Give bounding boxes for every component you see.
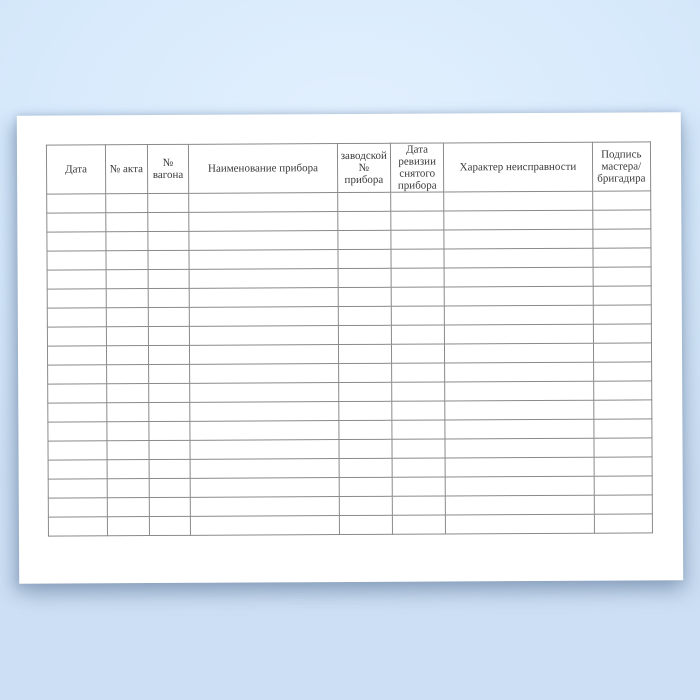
table-row (48, 514, 652, 536)
empty-cell (148, 402, 190, 421)
column-header-signature: Подпись мастера/ бригадира (592, 142, 651, 191)
paper-sheet (17, 112, 683, 583)
empty-cell (338, 306, 391, 325)
empty-cell (392, 401, 445, 420)
empty-cell (189, 231, 337, 251)
empty-cell (106, 232, 148, 251)
empty-cell (190, 364, 338, 384)
empty-cell (339, 496, 392, 515)
empty-cell (107, 498, 149, 517)
empty-cell (148, 326, 190, 345)
empty-cell (391, 287, 444, 306)
empty-cell (106, 346, 148, 365)
empty-cell (392, 420, 445, 439)
empty-cell (391, 211, 444, 230)
empty-cell (338, 382, 391, 401)
empty-cell (107, 384, 149, 403)
empty-cell (106, 251, 148, 270)
empty-cell (191, 516, 339, 536)
empty-cell (148, 383, 190, 402)
empty-cell (392, 496, 445, 515)
empty-cell (148, 364, 190, 383)
empty-cell (593, 381, 652, 400)
empty-cell (445, 438, 593, 458)
empty-cell (392, 458, 445, 477)
empty-cell (107, 517, 149, 536)
empty-cell (148, 307, 190, 326)
empty-cell (445, 476, 593, 496)
empty-cell (47, 327, 106, 346)
empty-cell (391, 344, 444, 363)
empty-cell (338, 363, 391, 382)
empty-cell (148, 421, 190, 440)
empty-cell (48, 460, 107, 479)
empty-cell (149, 459, 191, 478)
empty-cell (446, 495, 594, 515)
empty-cell (48, 365, 107, 384)
empty-cell (391, 230, 444, 249)
empty-cell (339, 439, 392, 458)
empty-cell (444, 267, 592, 287)
empty-cell (48, 403, 107, 422)
empty-cell (594, 438, 653, 457)
empty-cell (392, 382, 445, 401)
empty-cell (47, 308, 106, 327)
empty-cell (190, 478, 338, 498)
empty-cell (48, 422, 107, 441)
empty-cell (148, 269, 190, 288)
empty-cell (149, 497, 191, 516)
empty-cell (446, 514, 594, 534)
empty-cell (48, 517, 107, 536)
empty-cell (338, 420, 391, 439)
empty-cell (594, 476, 653, 495)
empty-cell (444, 286, 592, 306)
empty-cell (48, 384, 107, 403)
empty-cell (47, 232, 106, 251)
empty-cell (593, 286, 652, 305)
empty-cell (391, 306, 444, 325)
empty-cell (391, 249, 444, 268)
empty-cell (593, 305, 652, 324)
empty-cell (593, 267, 652, 286)
empty-cell (338, 287, 391, 306)
empty-cell (391, 192, 444, 211)
empty-cell (189, 269, 337, 289)
empty-cell (445, 362, 593, 382)
empty-cell (147, 193, 189, 212)
empty-cell (594, 457, 653, 476)
empty-cell (189, 212, 337, 232)
empty-cell (444, 248, 592, 268)
empty-cell (445, 419, 593, 439)
empty-cell (594, 495, 653, 514)
column-header-act-number: № акта (105, 145, 147, 194)
empty-cell (592, 210, 651, 229)
empty-cell (190, 345, 338, 365)
empty-cell (47, 289, 106, 308)
empty-cell (337, 192, 390, 211)
empty-cell (593, 324, 652, 343)
empty-cell (106, 289, 148, 308)
empty-cell (107, 441, 149, 460)
empty-cell (190, 402, 338, 422)
empty-cell (48, 479, 107, 498)
column-header-wagon-number: № вагона (147, 144, 189, 193)
column-header-factory-number: заводской № прибора (337, 143, 391, 192)
empty-cell (48, 441, 107, 460)
empty-cell (107, 403, 149, 422)
empty-cell (338, 268, 391, 287)
empty-cell (189, 288, 337, 308)
table-body (47, 191, 653, 536)
empty-cell (338, 325, 391, 344)
empty-cell (149, 440, 191, 459)
empty-cell (47, 251, 106, 270)
empty-cell (106, 327, 148, 346)
empty-cell (445, 343, 593, 363)
empty-cell (106, 270, 148, 289)
empty-cell (107, 479, 149, 498)
empty-cell (47, 213, 106, 232)
empty-cell (148, 250, 190, 269)
empty-cell (47, 194, 106, 213)
empty-cell (445, 457, 593, 477)
empty-cell (594, 514, 653, 533)
journal-table (46, 141, 653, 536)
empty-cell (47, 270, 106, 289)
empty-cell (593, 248, 652, 267)
empty-cell (107, 422, 149, 441)
empty-cell (147, 212, 189, 231)
empty-cell (337, 211, 390, 230)
empty-cell (338, 344, 391, 363)
empty-cell (392, 439, 445, 458)
empty-cell (593, 419, 652, 438)
empty-cell (106, 213, 148, 232)
empty-cell (391, 325, 444, 344)
empty-cell (339, 477, 392, 496)
empty-cell (47, 346, 106, 365)
empty-cell (190, 421, 338, 441)
empty-cell (190, 326, 338, 346)
empty-cell (189, 193, 337, 213)
empty-cell (339, 458, 392, 477)
empty-cell (147, 231, 189, 250)
column-header-malfunction: Характер неисправности (444, 142, 593, 192)
empty-cell (190, 307, 338, 327)
empty-cell (392, 363, 445, 382)
empty-cell (338, 401, 391, 420)
empty-cell (107, 365, 149, 384)
empty-cell (592, 229, 651, 248)
empty-cell (444, 210, 592, 230)
empty-cell (149, 516, 191, 535)
empty-cell (339, 515, 392, 534)
empty-cell (191, 497, 339, 517)
empty-cell (444, 229, 592, 249)
empty-cell (445, 400, 593, 420)
empty-cell (391, 268, 444, 287)
empty-cell (593, 362, 652, 381)
header-row (46, 142, 650, 194)
column-header-date: Дата (46, 145, 105, 194)
empty-cell (445, 305, 593, 325)
empty-cell (592, 191, 651, 210)
empty-cell (106, 308, 148, 327)
empty-cell (593, 400, 652, 419)
empty-cell (593, 343, 652, 362)
empty-cell (392, 515, 445, 534)
empty-cell (444, 191, 592, 211)
empty-cell (445, 381, 593, 401)
empty-cell (107, 460, 149, 479)
empty-cell (392, 477, 445, 496)
empty-cell (337, 230, 390, 249)
empty-cell (445, 324, 593, 344)
column-header-device-name: Наименование прибора (189, 144, 338, 194)
empty-cell (189, 250, 337, 270)
empty-cell (148, 288, 190, 307)
empty-cell (106, 194, 148, 213)
empty-cell (190, 440, 338, 460)
empty-cell (149, 478, 191, 497)
empty-cell (148, 345, 190, 364)
column-header-revision-date: Дата ревизии снятого прибора (390, 143, 444, 192)
empty-cell (190, 383, 338, 403)
empty-cell (190, 459, 338, 479)
empty-cell (48, 498, 107, 517)
empty-cell (338, 249, 391, 268)
